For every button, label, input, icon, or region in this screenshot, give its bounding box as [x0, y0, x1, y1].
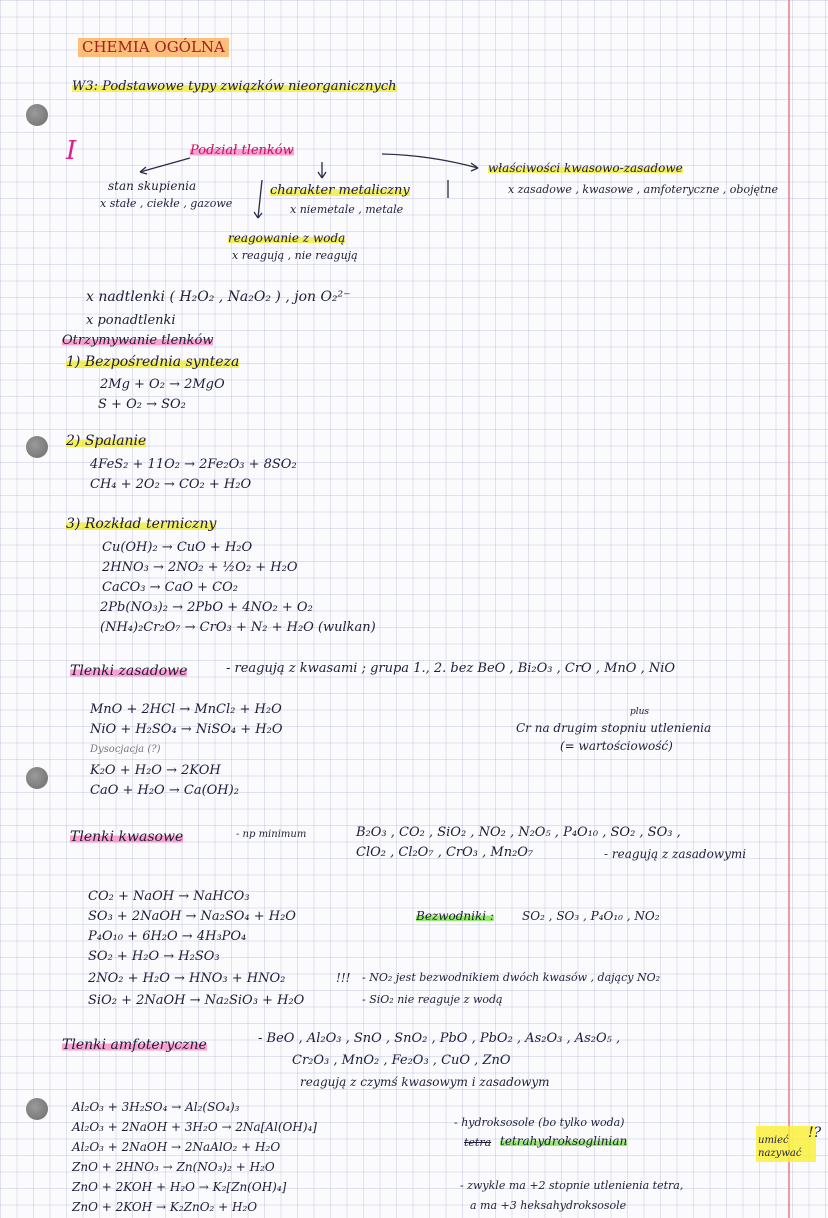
equation: 2Mg + O₂ → 2MgO: [100, 377, 225, 392]
acidic-oxides-heading: Tlenki kwasowe: [70, 829, 184, 845]
equation: Al₂O₃ + 2NaOH → 2NaAlO₂ + H₂O: [72, 1140, 281, 1154]
equation: SO₃ + 2NaOH → Na₂SO₄ + H₂O: [88, 909, 296, 924]
equation: CaO + H₂O → Ca(OH)₂: [90, 783, 239, 798]
acidic-oxides-list: B₂O₃ , CO₂ , SiO₂ , NO₂ , N₂O₅ , P₄O₁₀ , SO₂ , SO₃ ,: [356, 825, 681, 840]
dissociation-note: Dysocjacja (?): [90, 744, 161, 755]
sticky-note-mark: !?: [808, 1125, 822, 1141]
oxidation-note: - zwykle ma +2 stopnie utlenienia tetra,: [460, 1179, 684, 1192]
basic-oxides-heading: Tlenki zasadowe: [70, 663, 188, 679]
equation: Al₂O₃ + 2NaOH + 3H₂O → 2Na[Al(OH)₄]: [72, 1120, 317, 1134]
hexahydroxo-note: a ma +3 heksahydroksosole: [470, 1199, 627, 1212]
equation: SO₂ + H₂O → H₂SO₃: [88, 949, 220, 964]
acidic-react-note: - reagują z zasadowymi: [604, 847, 747, 861]
equation: S + O₂ → SO₂: [98, 397, 186, 412]
equation: CH₄ + 2O₂ → CO₂ + H₂O: [90, 477, 252, 492]
equation: 2Pb(NO₃)₂ → 2PbO + 4NO₂ + O₂: [100, 600, 313, 615]
equation: 4FeS₂ + 11O₂ → 2Fe₂O₃ + 8SO₂: [90, 457, 297, 472]
mindmap-right: właściwości kwasowo-zasadowe: [488, 161, 683, 175]
mindmap-left-sub: x stałe , ciekłe , gazowe: [100, 197, 233, 210]
valence-note: (= wartościowość): [560, 739, 673, 753]
amphoteric-oxides-list: - BeO , Al₂O₃ , SnO , SnO₂ , PbO , PbO₂ , As₂O₃ , As₂O₅ ,: [258, 1031, 621, 1046]
section-number: I: [66, 136, 77, 166]
equation: NiO + H₂SO₄ → NiSO₄ + H₂O: [90, 722, 283, 737]
page-title: CHEMIA OGÓLNA: [78, 38, 229, 57]
anhydrides-label: Bezwodniki :: [416, 909, 494, 923]
hydroxosalt-note: - hydroksosole (bo tylko woda): [454, 1116, 625, 1129]
equation: K₂O + H₂O → 2KOH: [90, 763, 221, 778]
amphoteric-oxides-heading: Tlenki amfoteryczne: [62, 1037, 207, 1053]
exclamation: !!!: [336, 971, 351, 985]
amphoteric-oxides-list-2: Cr₂O₃ , MnO₂ , Fe₂O₃ , CuO , ZnO: [292, 1053, 511, 1068]
equation: ZnO + 2HNO₃ → Zn(NO₃)₂ + H₂O: [72, 1160, 275, 1174]
tetrahydroxoaluminate-note: tetrahydroksoglinian: [500, 1134, 628, 1148]
basic-oxides-desc: - reagują z kwasami ; grupa 1., 2. bez BeO , Bi₂O₃ , CrO , MnO , NiO: [226, 661, 676, 676]
acidic-oxides-prefix: - np minimum: [236, 829, 307, 840]
peroxides-line: x nadtlenki ( H₂O₂ , Na₂O₂ ) , jon O₂²⁻: [86, 289, 351, 305]
superoxides-line: x ponadtlenki: [86, 313, 176, 328]
equation: ZnO + 2KOH + H₂O → K₂[Zn(OH)₄]: [72, 1180, 287, 1194]
equation: SiO₂ + 2NaOH → Na₂SiO₃ + H₂O: [88, 993, 305, 1008]
mindmap-left: stan skupienia: [108, 179, 197, 193]
struck-word: tetra: [464, 1136, 492, 1149]
equation: MnO + 2HCl → MnCl₂ + H₂O: [90, 702, 282, 717]
amphoteric-react: reagują z czymś kwasowym i zasadowym: [300, 1075, 550, 1089]
method-1-heading: 1) Bezpośrednia synteza: [66, 354, 240, 370]
mindmap-middle: charakter metaliczny: [270, 183, 410, 198]
equation: CaCO₃ → CaO + CO₂: [102, 580, 238, 595]
note-plus: plus: [630, 707, 650, 717]
method-2-heading: 2) Spalanie: [66, 433, 147, 449]
mindmap-right-sub: x zasadowe , kwasowe , amfoteryczne , obojętne: [508, 183, 779, 196]
equation: Al₂O₃ + 3H₂SO₄ → Al₂(SO₄)₃: [72, 1100, 240, 1114]
equation: (NH₄)₂Cr₂O₇ → CrO₃ + N₂ + H₂O (wulkan): [100, 620, 376, 635]
anhydrides-list: SO₂ , SO₃ , P₄O₁₀ , NO₂: [522, 909, 660, 923]
obtaining-heading: Otrzymywanie tlenków: [62, 333, 214, 348]
no2-note: - NO₂ jest bezwodnikiem dwóch kwasów , dający NO₂: [362, 971, 661, 984]
chromium-note: Cr na drugim stopniu utlenienia: [516, 721, 712, 735]
mindmap-center: Podział tlenków: [190, 143, 294, 158]
mindmap-bottom: reagowanie z wodą: [228, 231, 346, 245]
sticky-note-text: umieć nazywać: [758, 1135, 802, 1159]
equation: 2HNO₃ → 2NO₂ + ½O₂ + H₂O: [102, 560, 298, 575]
equation: P₄O₁₀ + 6H₂O → 4H₃PO₄: [88, 929, 247, 944]
equation: Cu(OH)₂ → CuO + H₂O: [102, 540, 253, 555]
mindmap-middle-sub: x niemetale , metale: [290, 203, 404, 216]
equation: ZnO + 2KOH → K₂ZnO₂ + H₂O: [72, 1200, 258, 1214]
page-subtitle: W3: Podstawowe typy związków nieorganicznych: [72, 79, 397, 94]
equation: CO₂ + NaOH → NaHCO₃: [88, 889, 250, 904]
sio2-note: - SiO₂ nie reaguje z wodą: [362, 993, 503, 1006]
mindmap-bottom-sub: x reagują , nie reagują: [232, 249, 358, 262]
method-3-heading: 3) Rozkład termiczny: [66, 516, 217, 532]
acidic-oxides-list-2: ClO₂ , Cl₂O₇ , CrO₃ , Mn₂O₇: [356, 845, 534, 860]
equation: 2NO₂ + H₂O → HNO₃ + HNO₂: [88, 971, 286, 986]
